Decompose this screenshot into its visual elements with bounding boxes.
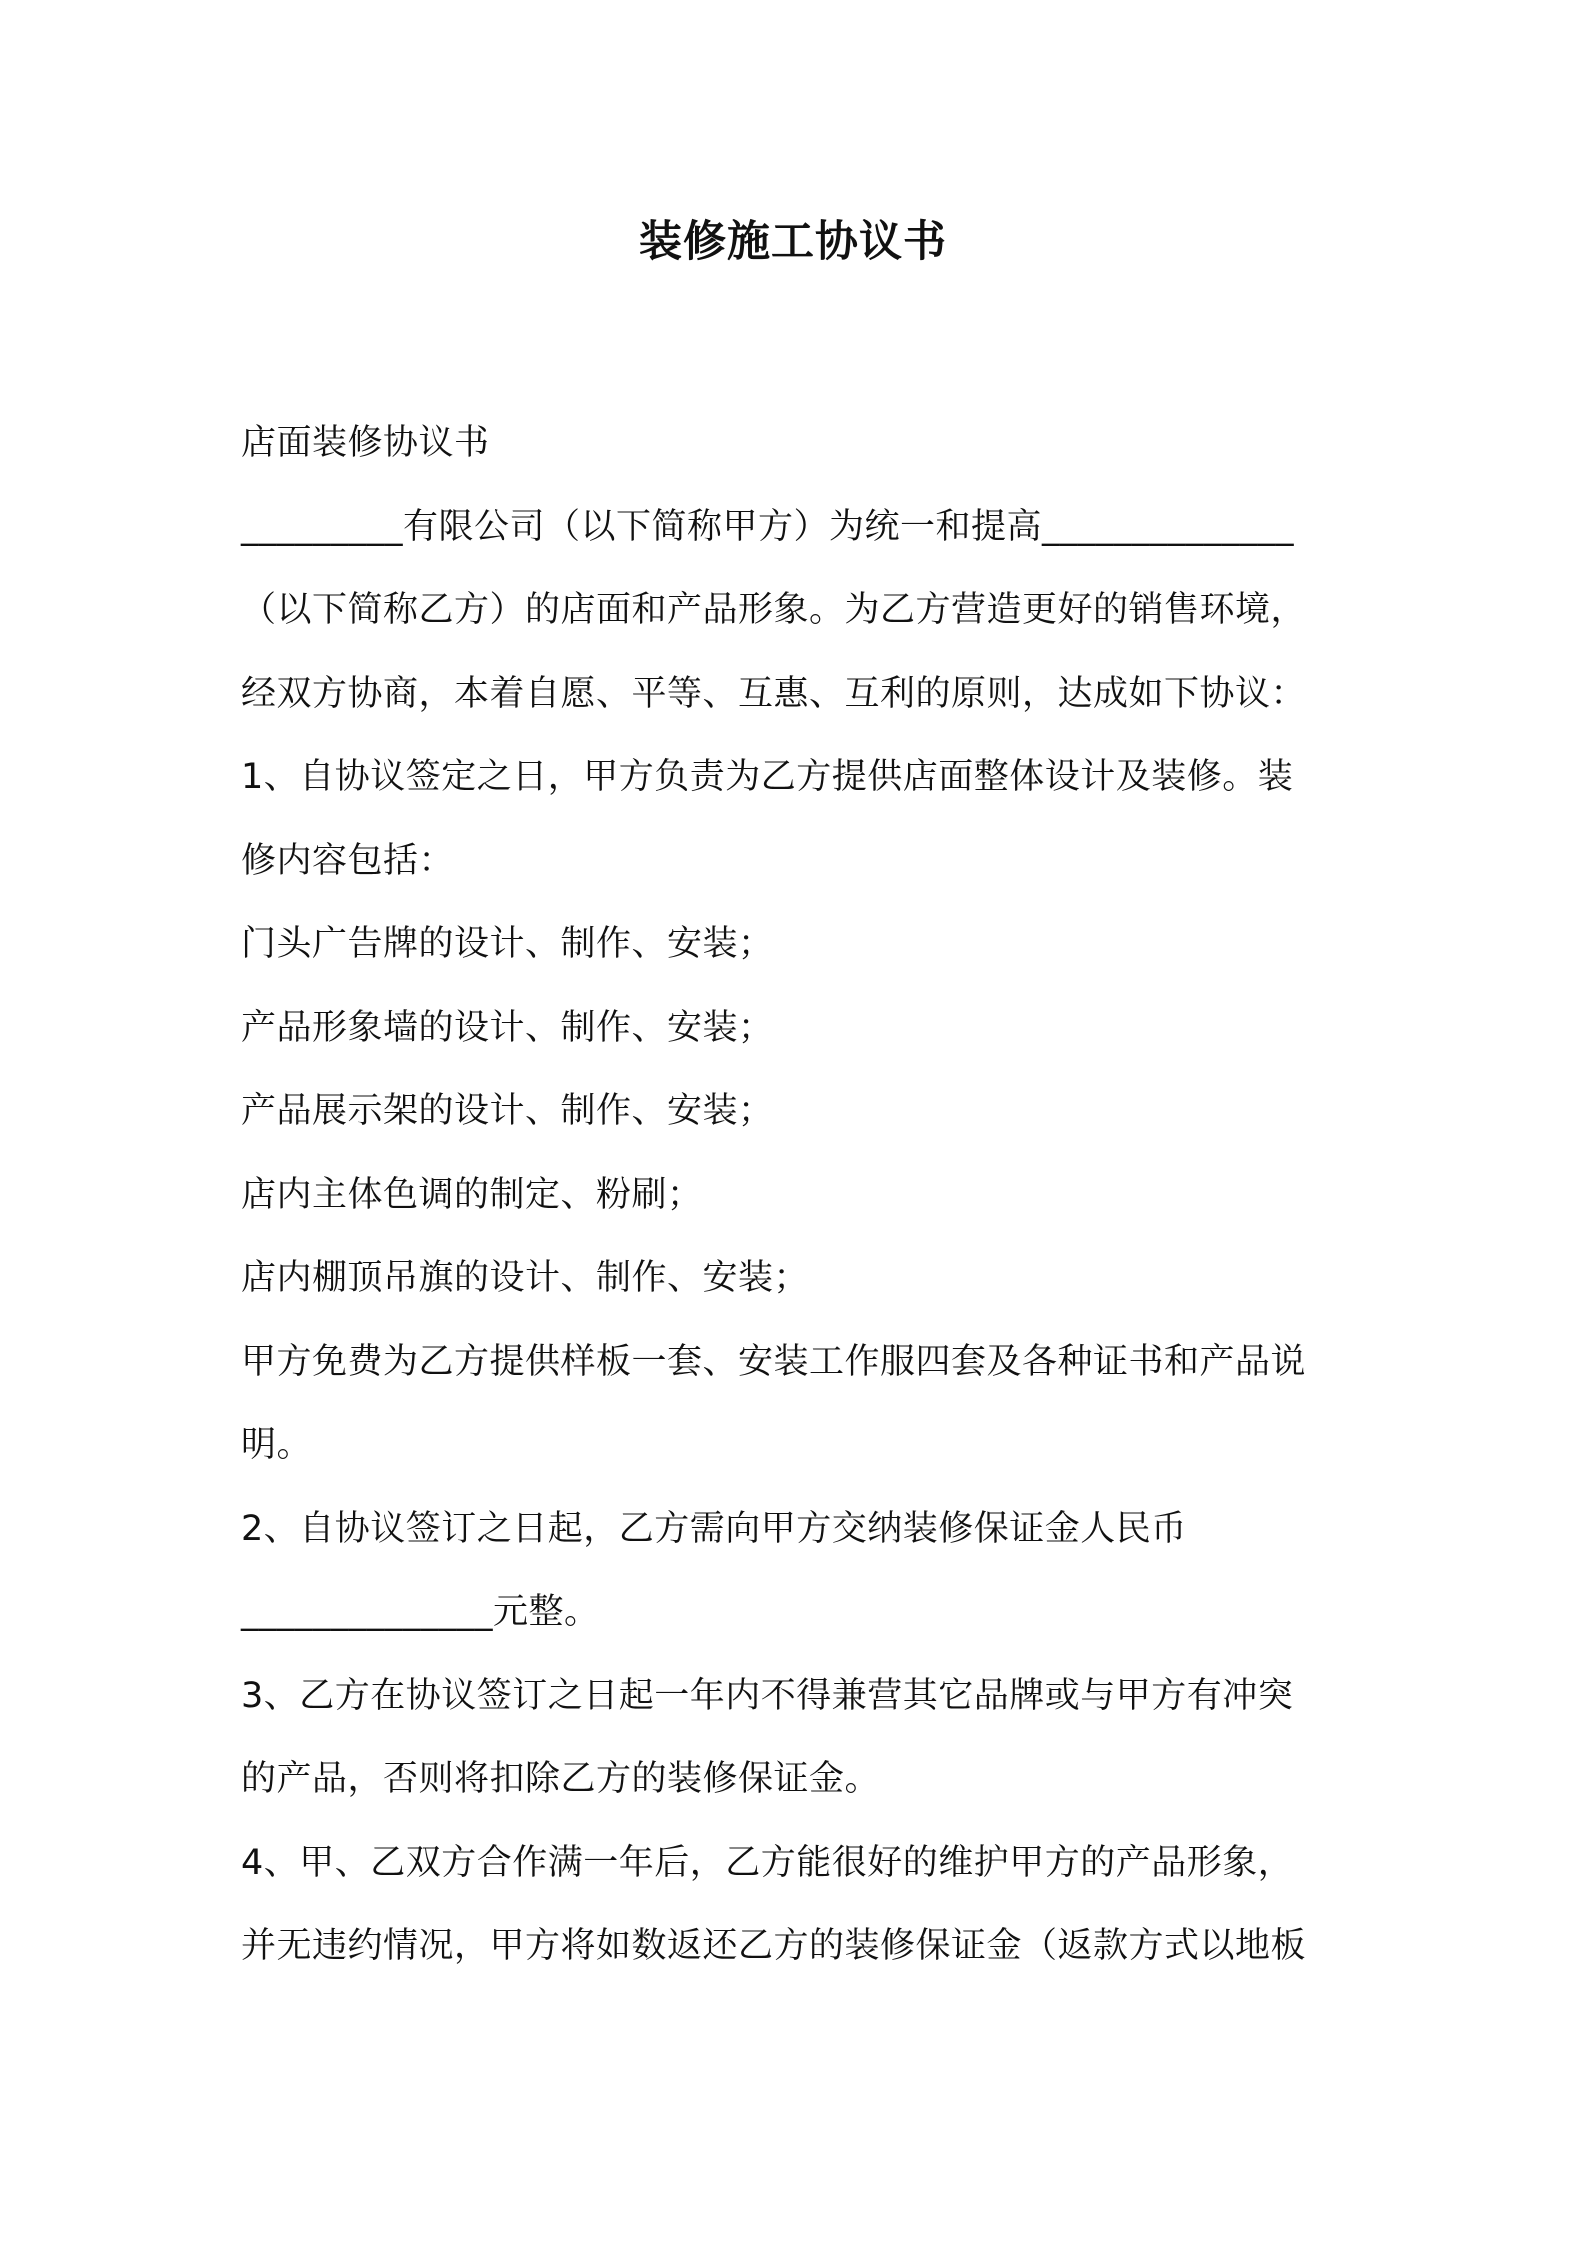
paragraph-line: _________有限公司（以下简称甲方）为统一和提高______________	[241, 506, 1295, 547]
paragraph-line: （以下简称乙方）的店面和产品形象。为乙方营造更好的销售环境，	[241, 590, 1307, 630]
clause-2-line: ______________元整。	[241, 1592, 600, 1632]
document-title: 装修施工协议书	[639, 217, 947, 267]
list-item: 店内主体色调的制定、粉刷；	[241, 1174, 703, 1215]
clause-3-line: 的产品，否则将扣除乙方的装修保证金。	[241, 1759, 881, 1799]
clause-1-line: 1、自协议签定之日，甲方负责为乙方提供店面整体设计及装修。装	[241, 757, 1294, 797]
paragraph-line: 经双方协商，本着自愿、平等、互惠、互利的原则，达成如下协议：	[241, 673, 1307, 714]
document-body	[241, 402, 1361, 1989]
clause-4-line: 4、甲、乙双方合作满一年后，乙方能很好的维护甲方的产品形象，	[241, 1842, 1294, 1883]
subtitle-line: 店面装修协议书	[241, 423, 490, 463]
clause-4-line: 并无违约情况，甲方将如数返还乙方的装修保证金（返款方式以地板	[241, 1926, 1307, 1966]
paragraph-line: 明。	[241, 1425, 313, 1465]
list-item: 店内棚顶吊旗的设计、制作、安装；	[241, 1258, 810, 1298]
list-item: 产品展示架的设计、制作、安装；	[241, 1091, 774, 1131]
paragraph-line: 甲方免费为乙方提供样板一套、安装工作服四套及各种证书和产品说	[241, 1341, 1307, 1382]
clause-3-line: 3、乙方在协议签订之日起一年内不得兼营其它品牌或与甲方有冲突	[241, 1675, 1294, 1716]
clause-1-line: 修内容包括：	[241, 840, 455, 881]
list-item: 门头广告牌的设计、制作、安装；	[241, 924, 774, 964]
list-item: 产品形象墙的设计、制作、安装；	[241, 1007, 774, 1048]
clause-2-line: 2、自协议签订之日起，乙方需向甲方交纳装修保证金人民币	[241, 1508, 1187, 1549]
